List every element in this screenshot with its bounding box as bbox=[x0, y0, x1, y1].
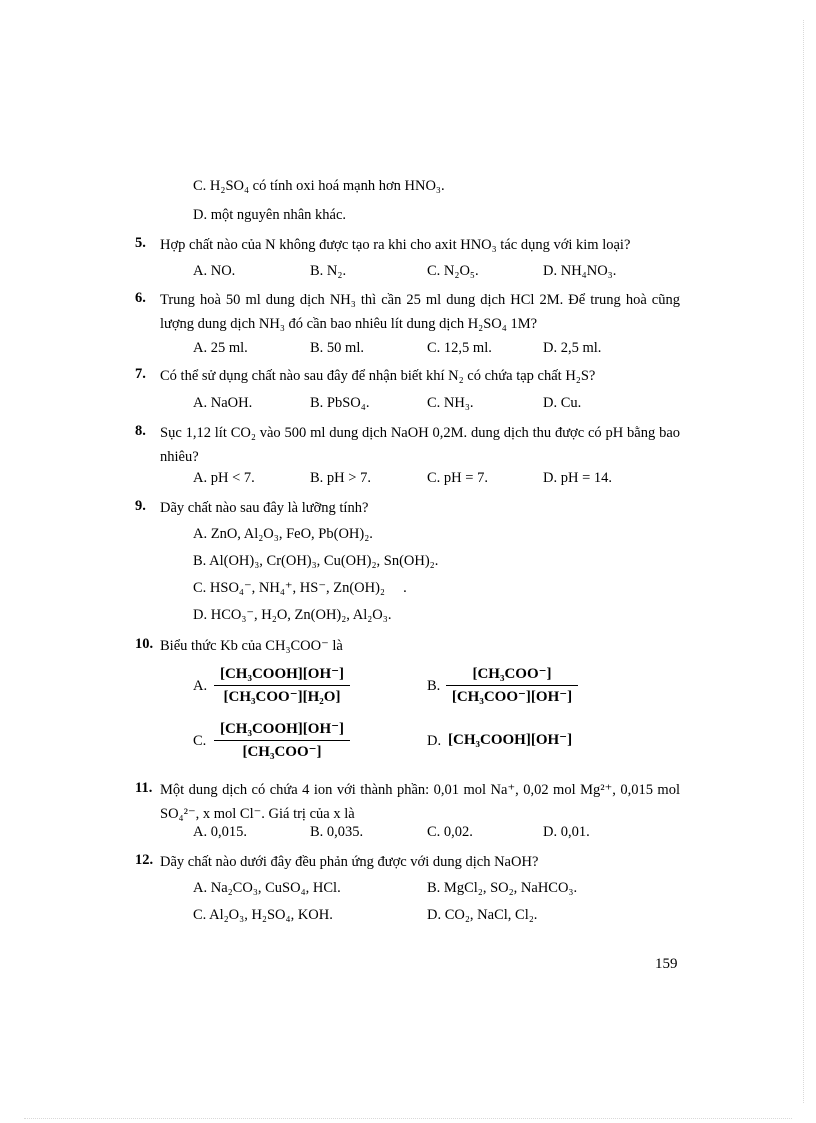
option-b: B. PbSO₄. bbox=[310, 395, 370, 411]
option-b: B. pH > 7. bbox=[310, 470, 371, 486]
option-d-label: D. bbox=[427, 733, 442, 749]
option-c: C. Al₂O₃, H₂SO₄, KOH. bbox=[193, 907, 333, 923]
page-edge-bottom bbox=[24, 1118, 792, 1119]
question-text: Dãy chất nào dưới đây đều phản ứng được với dung dịch NaOH? bbox=[160, 854, 539, 870]
question-number: 6. bbox=[135, 290, 146, 306]
fraction-denominator: [CH₃COO⁻][OH⁻] bbox=[451, 689, 573, 705]
option-d: D. 0,01. bbox=[543, 824, 590, 840]
fraction-numerator: [CH₃COOH][OH⁻] bbox=[219, 666, 345, 682]
option-a: A. NO. bbox=[193, 263, 236, 279]
option-a: A. NaOH. bbox=[193, 395, 253, 411]
option-d: D. Cu. bbox=[543, 395, 582, 411]
option-c: C. 12,5 ml. bbox=[427, 340, 492, 356]
fraction-denominator: [CH₃COO⁻][H₂O] bbox=[223, 689, 341, 705]
question-number: 7. bbox=[135, 366, 146, 382]
question-number: 8. bbox=[135, 423, 146, 439]
option-c-prev: C. H₂SO₄ có tính oxi hoá mạnh hơn HNO₃. bbox=[193, 178, 445, 194]
option-b: B. 50 ml. bbox=[310, 340, 364, 356]
page-number: 159 bbox=[655, 956, 678, 972]
option-d: D. pH = 14. bbox=[543, 470, 612, 486]
fraction-numerator: [CH₃COOH][OH⁻] bbox=[219, 721, 345, 737]
option-d-prev: D. một nguyên nhân khác. bbox=[193, 207, 347, 223]
option-c-label: C. bbox=[193, 733, 207, 749]
question-number: 5. bbox=[135, 235, 146, 251]
option-d: D. CO₂, NaCl, Cl₂. bbox=[427, 907, 538, 923]
fraction-bar bbox=[214, 685, 350, 686]
fraction-bar bbox=[446, 685, 578, 686]
option-a: A. 25 ml. bbox=[193, 340, 248, 356]
option-a: A. 0,015. bbox=[193, 824, 247, 840]
question-number: 9. bbox=[135, 498, 146, 514]
question-text: Một dung dịch có chứa 4 ion với thành phần: 0,01 mol Na⁺, 0,02 mol Mg²⁺, 0,015 mol SO₄²⁻, x mol Cl⁻. Giá trị của x là bbox=[160, 782, 680, 822]
option-c: C. HSO₄⁻, NH₄⁺, HS⁻, Zn(OH)₂ . bbox=[193, 580, 407, 596]
option-b: B. Al(OH)₃, Cr(OH)₃, Cu(OH)₂, Sn(OH)₂. bbox=[193, 553, 439, 569]
option-d: D. HCO₃⁻, H₂O, Zn(OH)₂, Al₂O₃. bbox=[193, 607, 392, 623]
fraction-denominator: [CH₃COO⁻] bbox=[242, 744, 322, 760]
option-a: A. Na₂CO₃, CuSO₄, HCl. bbox=[193, 880, 341, 896]
question-text: Dãy chất nào sau đây là lưỡng tính? bbox=[160, 500, 369, 516]
option-d: D. 2,5 ml. bbox=[543, 340, 602, 356]
option-c: C. 0,02. bbox=[427, 824, 473, 840]
option-a: A. ZnO, Al₂O₃, FeO, Pb(OH)₂. bbox=[193, 526, 373, 542]
option-b-label: B. bbox=[427, 678, 441, 694]
question-number: 12. bbox=[135, 852, 154, 868]
option-d-expression: [CH₃COOH][OH⁻] bbox=[448, 732, 573, 748]
question-text: Trung hoà 50 ml dung dịch NH₃ thì cần 25 ml dung dịch HCl 2M. Để trung hoà cũng lượng dung dịch NH₃ đó cần bao nhiêu lít dung dịch H₂SO₄ 1M? bbox=[160, 292, 680, 332]
option-a-fraction bbox=[214, 664, 350, 706]
option-a: A. pH < 7. bbox=[193, 470, 255, 486]
question-text: Có thể sử dụng chất nào sau đây để nhận biết khí N₂ có chứa tạp chất H₂S? bbox=[160, 368, 596, 384]
question-text: Biểu thức Kb của CH₃COO⁻ là bbox=[160, 638, 343, 654]
option-c: C. NH₃. bbox=[427, 395, 474, 411]
page-edge-right bbox=[803, 20, 804, 1103]
fraction-bar bbox=[214, 740, 350, 741]
question-number: 10. bbox=[135, 636, 154, 652]
option-b: B. MgCl₂, SO₂, NaHCO₃. bbox=[427, 880, 578, 896]
option-b: B. N₂. bbox=[310, 263, 347, 279]
option-a-label: A. bbox=[193, 678, 208, 694]
option-c-fraction bbox=[214, 719, 350, 761]
option-c: C. N₂O₅. bbox=[427, 263, 479, 279]
fraction-numerator: [CH₃COO⁻] bbox=[472, 666, 552, 682]
question-text: Sục 1,12 lít CO₂ vào 500 ml dung dịch NaOH 0,2M. dung dịch thu được có pH bằng bao nhiêu? bbox=[160, 425, 680, 465]
option-b-fraction bbox=[446, 664, 578, 706]
question-text: Hợp chất nào của N không được tạo ra khi cho axit HNO₃ tác dụng với kim loại? bbox=[160, 237, 631, 253]
option-d: D. NH₄NO₃. bbox=[543, 263, 617, 279]
option-c: C. pH = 7. bbox=[427, 470, 488, 486]
option-b: B. 0,035. bbox=[310, 824, 364, 840]
question-number: 11. bbox=[135, 780, 153, 796]
